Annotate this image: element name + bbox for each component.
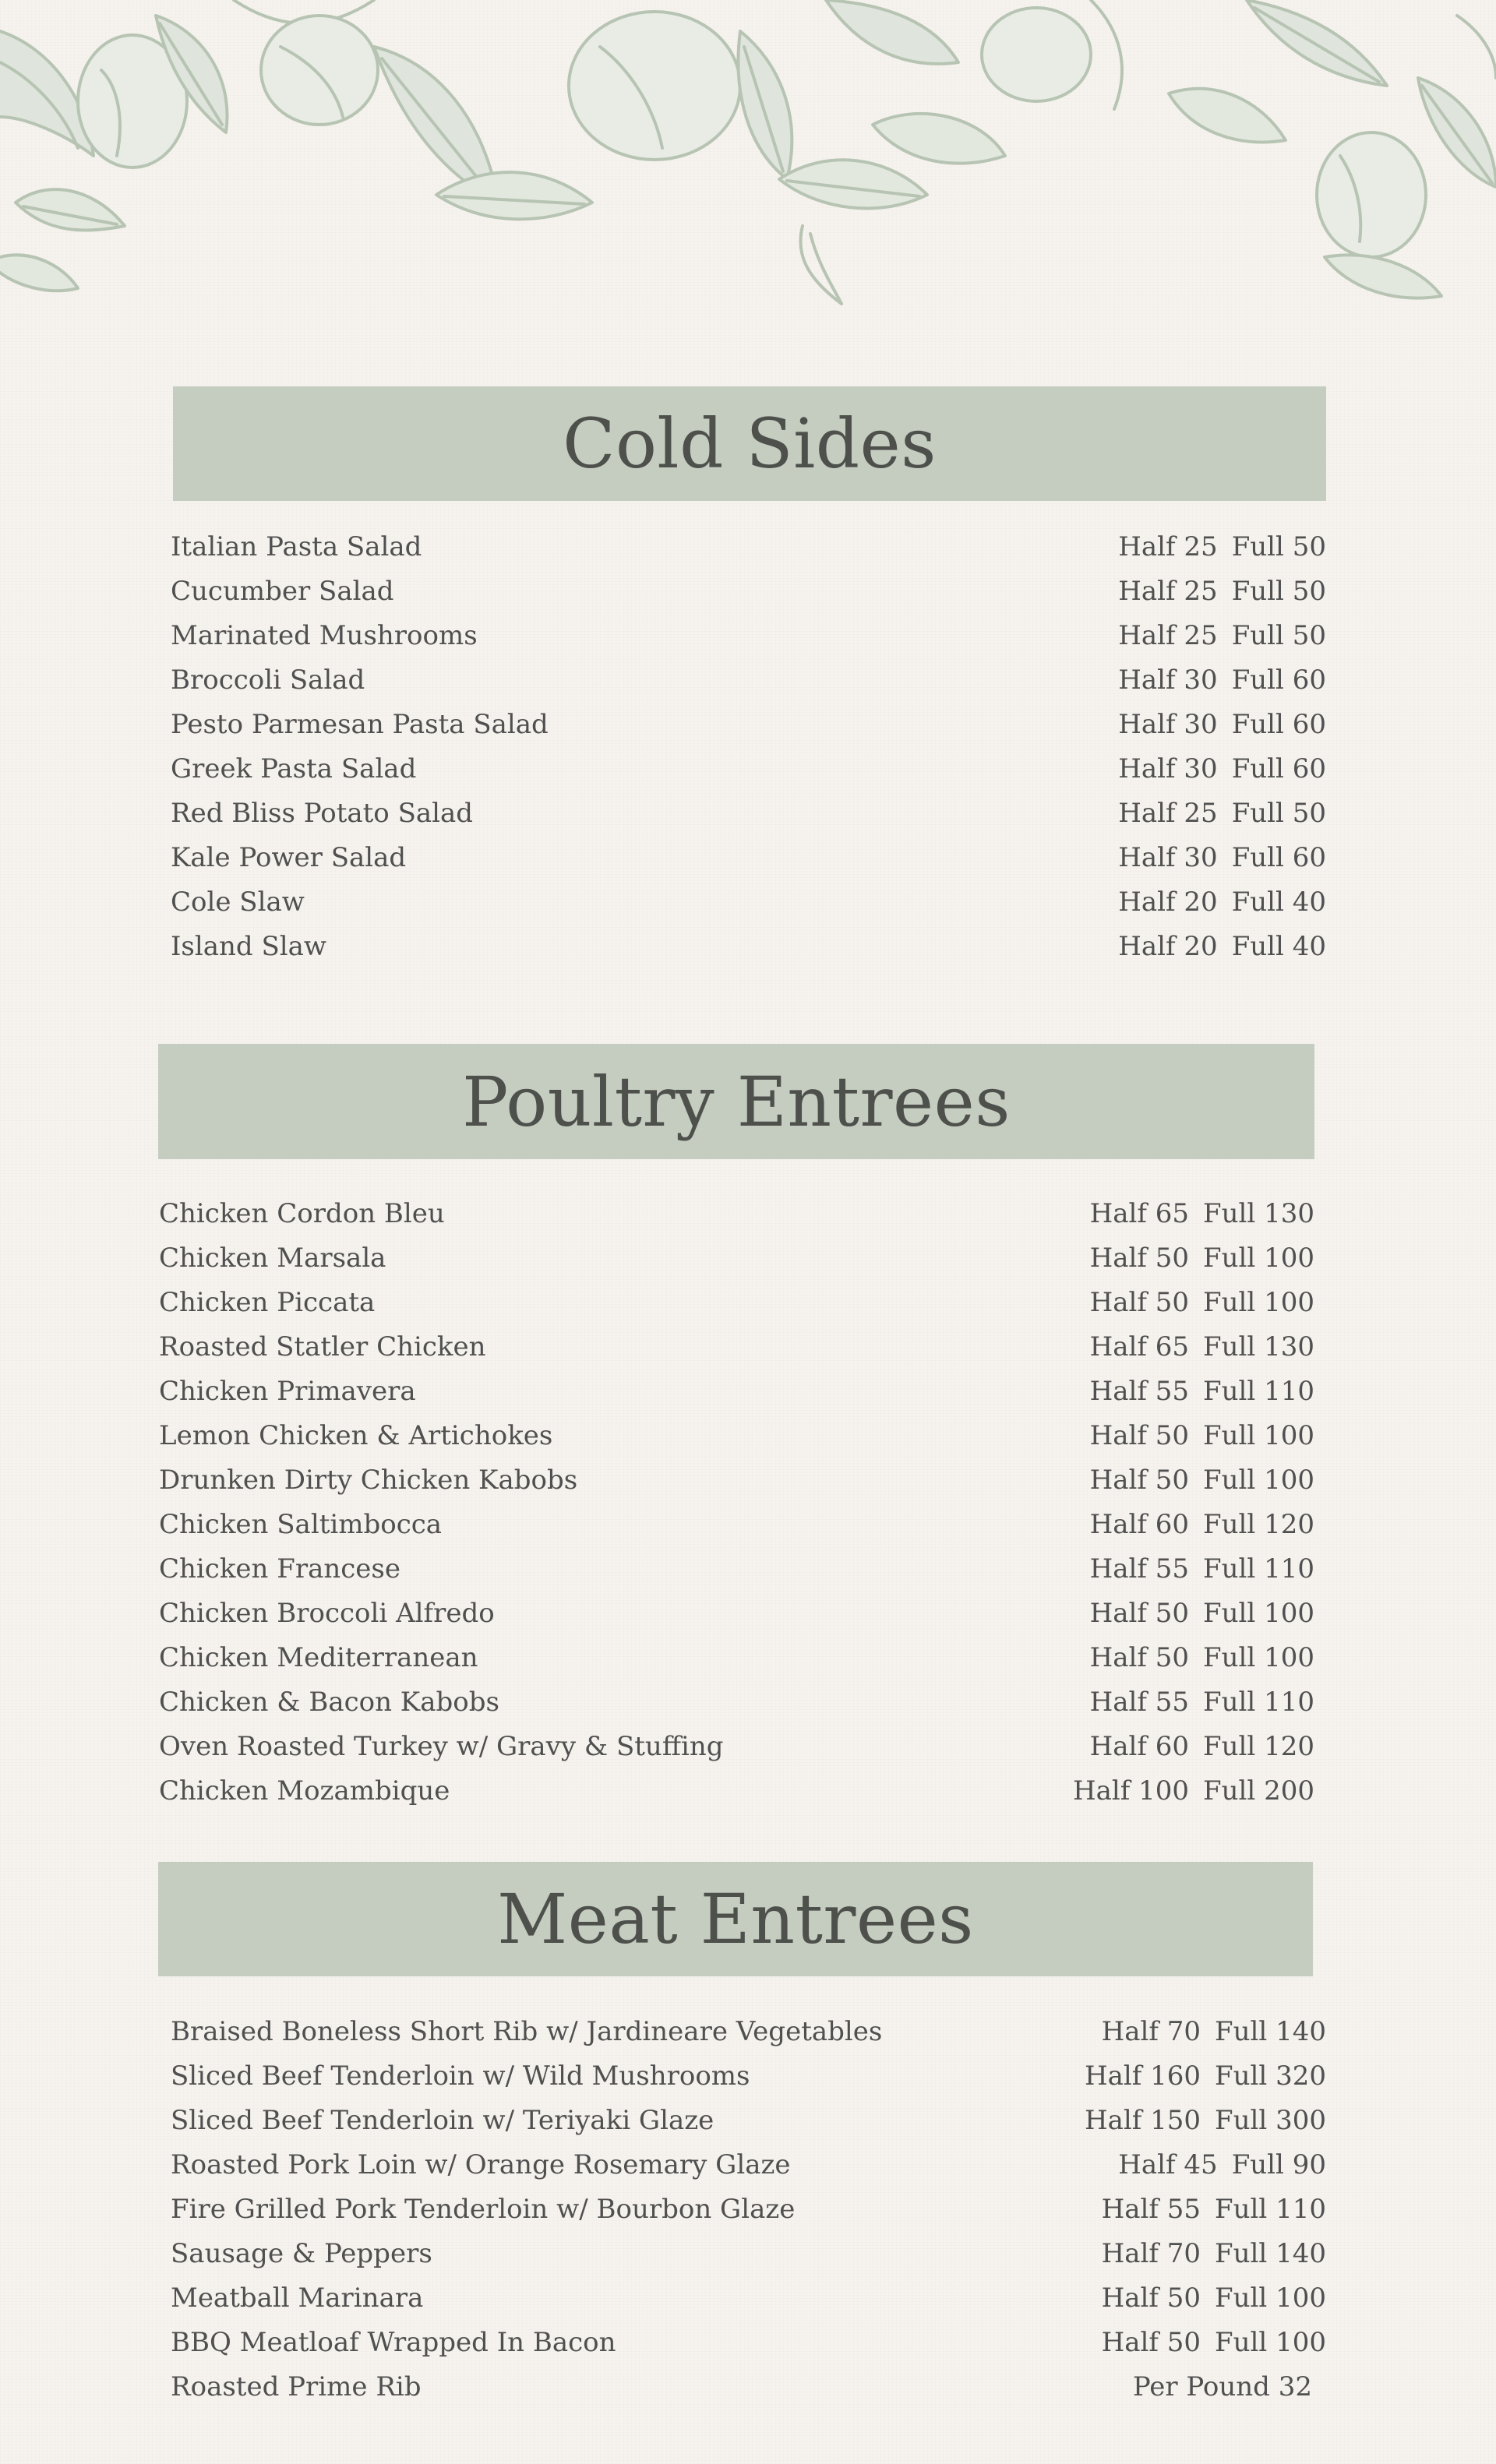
half-price: Half 160 (1084, 2060, 1201, 2092)
half-price: Half 50 (1089, 1287, 1190, 1318)
full-price: Full 100 (1203, 1598, 1314, 1629)
half-price: Half 50 (1101, 2282, 1201, 2314)
half-price: Half 30 (1118, 842, 1218, 873)
half-price: Half 30 (1118, 664, 1218, 696)
section-banner (158, 1862, 1313, 1976)
half-price: Half 50 (1089, 1598, 1190, 1629)
half-price: Per Pound 32 (1132, 2371, 1312, 2402)
full-price: Full 100 (1203, 1465, 1314, 1496)
full-price: Full 50 (1231, 798, 1326, 829)
full-price: Full 100 (1215, 2282, 1326, 2314)
item-price (1102, 2016, 1326, 2047)
menu-item (171, 2011, 1326, 2052)
item-name: Chicken Primavera (159, 1376, 416, 1407)
full-price: Full 140 (1215, 2238, 1326, 2269)
item-name: Drunken Dirty Chicken Kabobs (159, 1465, 578, 1496)
item-name: Sausage & Peppers (171, 2238, 432, 2269)
half-price: Half 65 (1089, 1198, 1190, 1229)
item-price (1102, 2194, 1326, 2225)
full-price: Full 110 (1203, 1376, 1314, 1407)
full-price: Full 130 (1203, 1198, 1314, 1229)
full-price: Full 50 (1231, 531, 1326, 562)
item-name: Greek Pasta Salad (171, 753, 417, 784)
full-price: Full 110 (1215, 2194, 1326, 2225)
half-price: Half 20 (1118, 887, 1218, 918)
section-title: Cold Sides (563, 404, 937, 484)
full-price: Full 120 (1203, 1731, 1314, 1762)
item-price (1085, 2060, 1326, 2092)
half-price: Half 25 (1118, 531, 1218, 562)
half-price: Half 150 (1084, 2105, 1201, 2136)
full-price: Full 40 (1231, 931, 1326, 962)
half-price: Half 30 (1118, 709, 1218, 740)
half-price: Half 55 (1089, 1687, 1190, 1718)
full-price: Full 60 (1231, 842, 1326, 873)
half-price: Half 55 (1089, 1553, 1190, 1585)
menu-item (171, 2322, 1326, 2363)
item-name: BBQ Meatloaf Wrapped In Bacon (171, 2327, 616, 2358)
menu-item (171, 2189, 1326, 2230)
item-name: Sliced Beef Tenderloin w/ Teriyaki Glaze (171, 2105, 714, 2136)
full-price: Full 300 (1215, 2105, 1326, 2136)
half-price: Half 50 (1089, 1243, 1190, 1274)
menu-item (171, 2233, 1326, 2274)
half-price: Half 50 (1089, 1642, 1190, 1673)
menu-item (171, 2367, 1326, 2407)
item-name: Fire Grilled Pork Tenderloin w/ Bourbon Glaze (171, 2194, 796, 2225)
item-name: Island Slaw (171, 931, 327, 962)
menu-item (171, 2278, 1326, 2318)
item-price (1102, 2238, 1326, 2269)
item-name: Broccoli Salad (171, 664, 365, 696)
full-price: Full 200 (1203, 1775, 1314, 1807)
full-price: Full 100 (1215, 2327, 1326, 2358)
half-price: Half 70 (1101, 2238, 1201, 2269)
item-name: Italian Pasta Salad (171, 531, 422, 562)
item-name: Braised Boneless Short Rib w/ Jardineare Vegetables (171, 2016, 883, 2047)
item-name: Lemon Chicken & Artichokes (159, 1420, 553, 1451)
full-price: Full 50 (1231, 576, 1326, 607)
item-name: Roasted Prime Rib (171, 2371, 422, 2402)
half-price: Half 20 (1118, 931, 1218, 962)
item-price (1118, 2149, 1326, 2180)
section-title: Poultry Entrees (462, 1061, 1011, 1142)
item-price (1102, 2282, 1326, 2314)
half-price: Half 50 (1089, 1420, 1190, 1451)
full-price: Full 50 (1231, 620, 1326, 651)
section-title: Meat Entrees (497, 1879, 974, 1959)
half-price: Half 25 (1118, 620, 1218, 651)
half-price: Half 55 (1089, 1376, 1190, 1407)
menu-item (171, 2056, 1326, 2096)
item-name: Sliced Beef Tenderloin w/ Wild Mushrooms (171, 2060, 750, 2092)
menu-item (171, 2145, 1326, 2185)
half-price: Half 45 (1118, 2149, 1218, 2180)
item-name: Oven Roasted Turkey w/ Gravy & Stuffing (159, 1731, 724, 1762)
item-name: Chicken & Bacon Kabobs (159, 1687, 499, 1718)
item-name: Chicken Mozambique (159, 1775, 450, 1807)
half-price: Half 25 (1118, 798, 1218, 829)
half-price: Half 50 (1101, 2327, 1201, 2358)
menu-item (171, 2100, 1326, 2141)
item-name: Kale Power Salad (171, 842, 407, 873)
full-price: Full 110 (1203, 1687, 1314, 1718)
item-name: Chicken Piccata (159, 1287, 376, 1318)
item-price (1102, 2327, 1326, 2358)
full-price: Full 110 (1203, 1553, 1314, 1585)
item-name: Marinated Mushrooms (171, 620, 478, 651)
full-price: Full 120 (1203, 1509, 1314, 1540)
half-price: Half 60 (1089, 1731, 1190, 1762)
full-price: Full 100 (1203, 1642, 1314, 1673)
item-name: Roasted Pork Loin w/ Orange Rosemary Glaze (171, 2149, 791, 2180)
full-price: Full 60 (1231, 753, 1326, 784)
half-price: Half 55 (1101, 2194, 1201, 2225)
full-price: Full 100 (1203, 1243, 1314, 1274)
full-price: Full 100 (1203, 1287, 1314, 1318)
item-name: Chicken Francese (159, 1553, 401, 1585)
full-price: Full 100 (1203, 1420, 1314, 1451)
item-name: Pesto Parmesan Pasta Salad (171, 709, 549, 740)
item-name: Cucumber Salad (171, 576, 394, 607)
item-price (1085, 2105, 1326, 2136)
half-price: Half 50 (1089, 1465, 1190, 1496)
item-name: Chicken Mediterranean (159, 1642, 478, 1673)
full-price: Full 60 (1231, 709, 1326, 740)
half-price: Half 70 (1101, 2016, 1201, 2047)
full-price: Full 90 (1231, 2149, 1326, 2180)
full-price: Full 40 (1231, 887, 1326, 918)
item-name: Red Bliss Potato Salad (171, 798, 474, 829)
half-price: Half 100 (1072, 1775, 1190, 1807)
full-price: Full 60 (1231, 664, 1326, 696)
item-name: Chicken Marsala (159, 1243, 386, 1274)
full-price: Full 130 (1203, 1331, 1314, 1362)
item-name: Chicken Cordon Bleu (159, 1198, 445, 1229)
half-price: Half 30 (1118, 753, 1218, 784)
half-price: Half 60 (1089, 1509, 1190, 1540)
item-price (1133, 2371, 1326, 2402)
item-name: Chicken Saltimbocca (159, 1509, 443, 1540)
half-price: Half 25 (1118, 576, 1218, 607)
item-name: Meatball Marinara (171, 2282, 424, 2314)
item-name: Cole Slaw (171, 887, 305, 918)
full-price: Full 140 (1215, 2016, 1326, 2047)
half-price: Half 65 (1089, 1331, 1190, 1362)
full-price: Full 320 (1215, 2060, 1326, 2092)
menu-list (171, 2011, 1326, 2416)
item-name: Roasted Statler Chicken (159, 1331, 486, 1362)
item-name: Chicken Broccoli Alfredo (159, 1598, 495, 1629)
